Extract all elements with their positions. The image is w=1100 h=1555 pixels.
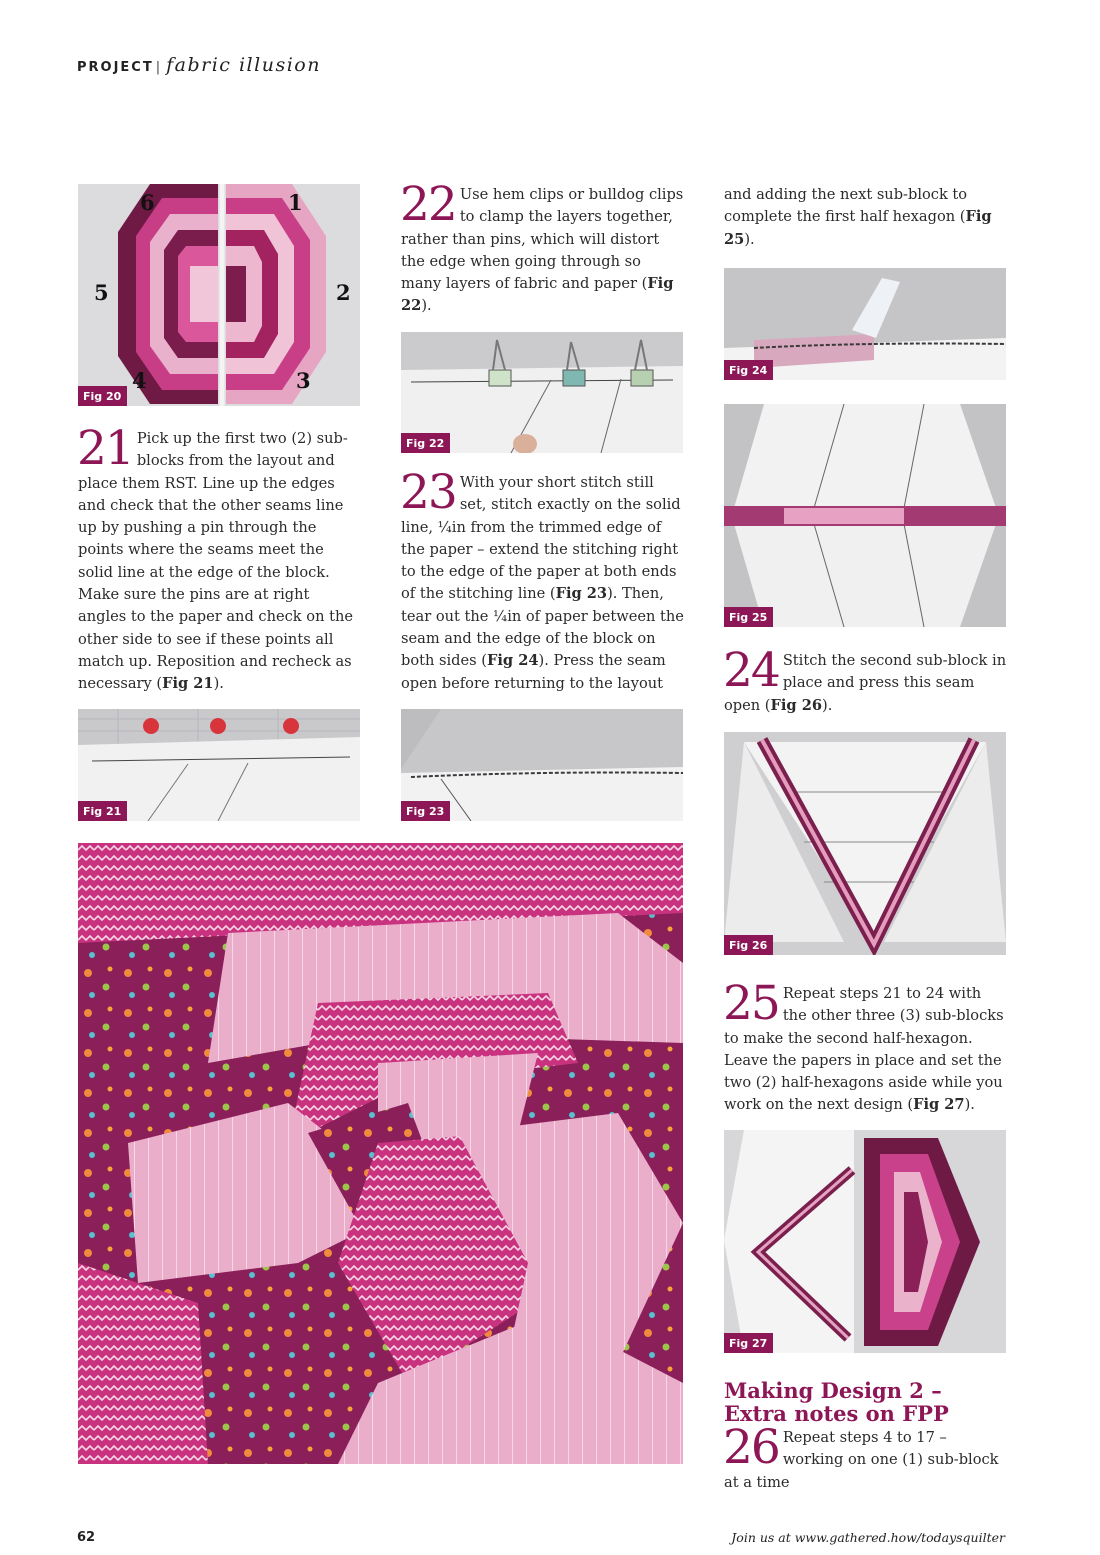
- figure-number-4: 4: [132, 368, 147, 393]
- step-text: ).: [822, 696, 833, 714]
- figure-27: [724, 1130, 1006, 1353]
- figure-caption: Fig 22: [401, 433, 450, 453]
- step-text: ). Press the seam open before returning to the layout: [401, 652, 666, 692]
- step-26: [723, 1420, 1008, 1494]
- step-number: 26: [723, 1420, 779, 1475]
- figure-20: [78, 184, 360, 406]
- step-text: Use hem clips or bulldog clips to clamp the layers together, rather than pins, which will distort the edge when going through so many layers of fabric and paper (: [401, 186, 684, 293]
- figure-reference: Fig 22: [401, 275, 674, 315]
- step-number: 23: [400, 465, 456, 520]
- step-24: [723, 643, 1008, 717]
- step-number: 25: [723, 976, 779, 1031]
- figure-number-3: 3: [296, 368, 311, 393]
- step-text: Repeat steps 4 to 17 – working on one (1) sub-block at a time: [724, 1429, 999, 1491]
- figure-caption: Fig 27: [724, 1333, 773, 1353]
- figure-caption: Fig 23: [401, 801, 450, 821]
- hexagon-layout-photo: [78, 184, 360, 406]
- header-separator: |: [155, 60, 163, 75]
- step-text: ).: [744, 230, 755, 248]
- joined-subblocks-photo: [724, 404, 1006, 627]
- step-22: [400, 177, 685, 318]
- figure-number-1: 1: [288, 190, 303, 215]
- step-number: 21: [77, 421, 133, 476]
- figure-caption: Fig 20: [78, 386, 127, 406]
- step-text: Pick up the first two (2) sub-blocks from the layout and place them RST. Line up the edges and check that the other seams line up by pushing a pin through the points where the seams meet the solid line at the edge of the block. Make sure the pins are at right angles to the paper and check on the other side to see if these points all match up. Reposition and recheck as necessary (: [78, 430, 354, 693]
- figure-caption: Fig 25: [724, 607, 773, 627]
- step-23: [400, 465, 685, 695]
- figure-21: [78, 709, 360, 821]
- figure-reference: Fig 23: [555, 585, 608, 603]
- figure-number-2: 2: [336, 280, 351, 305]
- two-half-hexagons-photo: [724, 1130, 1006, 1353]
- figure-caption: Fig 24: [724, 360, 773, 380]
- footer-link[interactable]: Join us at www.gathered.how/todaysquilter: [731, 1530, 1005, 1545]
- figure-caption: Fig 21: [78, 801, 127, 821]
- figure-22: [401, 332, 683, 453]
- step-text: and adding the next sub-block to complete the first half hexagon (: [724, 186, 968, 226]
- figure-number-5: 5: [94, 280, 109, 305]
- figure-23: [401, 709, 683, 821]
- heading-line-2: Extra notes on FPP: [724, 1401, 949, 1426]
- step-21: [77, 421, 362, 696]
- heading-line-1: Making Design 2 –: [724, 1378, 942, 1403]
- step-text: ).: [421, 297, 432, 315]
- quilt-closeup-image: [78, 843, 683, 1464]
- figure-25: [724, 404, 1006, 627]
- step-text: Repeat steps 21 to 24 with the other three (3) sub-blocks to make the second half-hexagon. Leave the papers in place and set the two (2) half-hexagons aside while you work on the next design (: [724, 985, 1004, 1114]
- step-text: ).: [213, 675, 224, 693]
- figure-reference: Fig 25: [724, 208, 992, 248]
- step-25: [723, 976, 1008, 1117]
- figure-caption: Fig 26: [724, 935, 773, 955]
- figure-reference: Fig 24: [487, 652, 539, 670]
- step-text: ).: [964, 1096, 975, 1114]
- step-text: Stitch the second sub-block in place and press this seam open (: [724, 652, 1007, 714]
- step-text: ). Then, tear out the ¼in of paper between the seam and the edge of the block on both sides (: [401, 585, 684, 670]
- finished-quilt-photo: [78, 843, 683, 1464]
- pressed-seam-photo: [724, 732, 1006, 955]
- section-heading: [724, 1379, 1008, 1425]
- figure-reference: Fig 27: [913, 1096, 965, 1114]
- section-label: PROJECT: [77, 60, 154, 75]
- step-number: 22: [400, 177, 456, 232]
- running-header: [77, 54, 321, 76]
- step-text: With your short stitch still set, stitch exactly on the solid line, ¼in from the trimmed edge of the paper – extend the stitching right to the edge of the paper at both ends of the stitching line (: [401, 474, 681, 603]
- figure-24: [724, 268, 1006, 380]
- step-number: 24: [723, 643, 779, 698]
- step-23-continued: [724, 184, 1008, 251]
- project-title: fabric illusion: [166, 54, 321, 76]
- figure-reference: Fig 21: [162, 675, 214, 693]
- figure-reference: Fig 26: [770, 696, 822, 714]
- page-number: 62: [77, 1530, 96, 1545]
- figure-number-6: 6: [140, 190, 155, 215]
- figure-26: [724, 732, 1006, 955]
